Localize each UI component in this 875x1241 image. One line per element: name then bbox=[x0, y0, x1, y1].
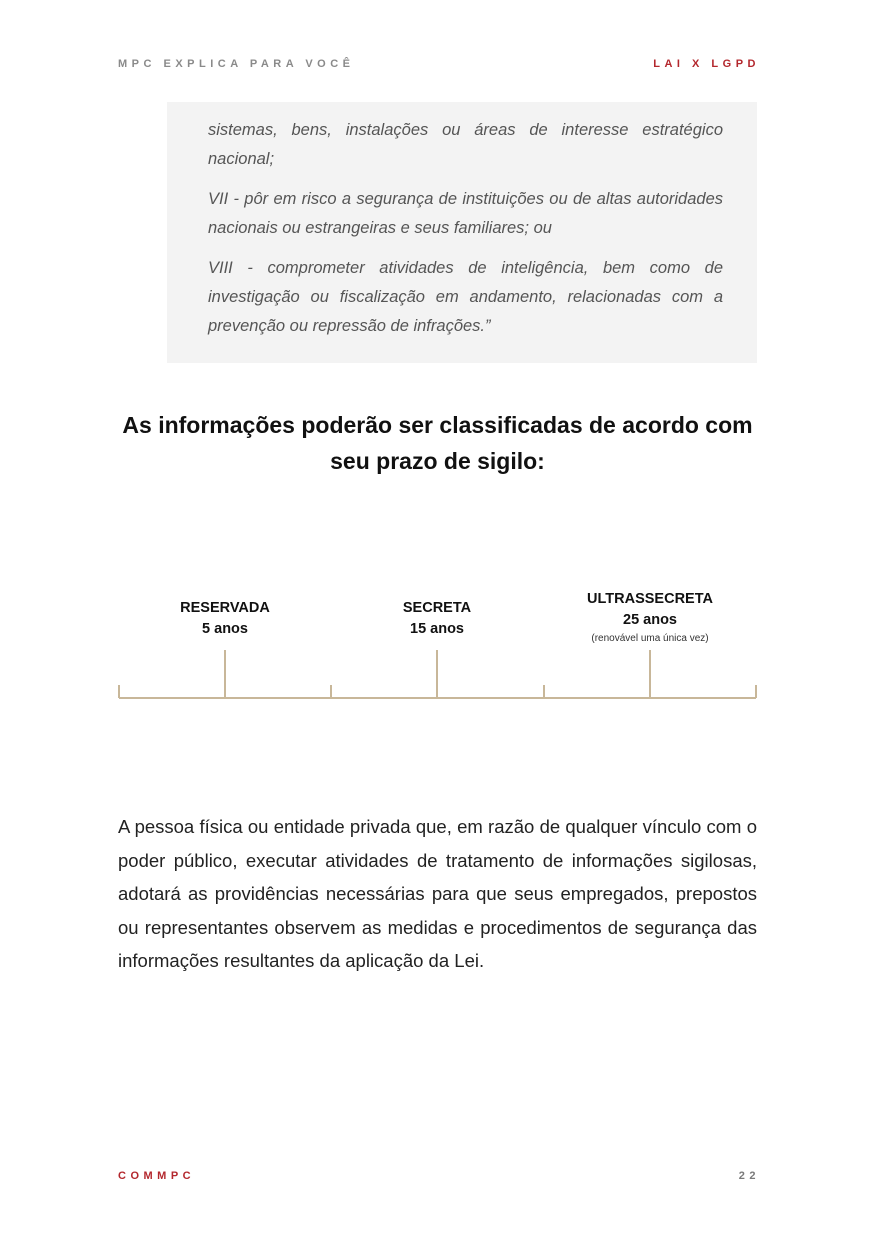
quote-box bbox=[167, 102, 757, 363]
section-title: As informações poderão ser classificadas de acordo com seu prazo de sigilo: bbox=[122, 412, 753, 474]
level-name: SECRETA bbox=[402, 600, 472, 616]
level-note: (renovável uma única vez) bbox=[591, 633, 709, 644]
level-term: 15 anos bbox=[410, 621, 464, 637]
footer-brand: COMMPC bbox=[118, 1170, 196, 1182]
page-number: 22 bbox=[738, 1170, 760, 1182]
timeline-label-ultrassecreta bbox=[555, 589, 745, 647]
quote-paragraph: VII - pôr em risco a segurança de instituições ou de altas autoridades nacionais ou estrangeiras e seus familiares; ou bbox=[208, 190, 723, 237]
timeline-label-secreta bbox=[342, 598, 532, 640]
body-paragraph: A pessoa física ou entidade privada que, em razão de qualquer vínculo com o poder público, executar atividades de tratamento de informações sigilosas, adotará as providências necessárias para que seus empregados, prepostos ou representantes observem as medidas e procedimentos de segurança das informações resultantes da aplicação da Lei. bbox=[118, 816, 757, 971]
timeline-label-reservada bbox=[130, 598, 320, 640]
level-name: ULTRASSECRETA bbox=[587, 591, 713, 607]
quote-paragraph: sistemas, bens, instalações ou áreas de interesse estratégico nacional; bbox=[208, 121, 723, 168]
level-name: RESERVADA bbox=[180, 600, 270, 616]
level-term: 25 anos bbox=[623, 612, 677, 628]
quote-paragraph: VIII - comprometer atividades de inteligência, bem como de investigação ou fiscalização em andamento, relacionadas com a prevenção ou repressão de infrações.” bbox=[208, 259, 723, 335]
level-term: 5 anos bbox=[202, 621, 248, 637]
header-section: LAI X LGPD bbox=[653, 58, 760, 70]
header-title: MPC EXPLICA PARA VOCÊ bbox=[118, 58, 355, 70]
